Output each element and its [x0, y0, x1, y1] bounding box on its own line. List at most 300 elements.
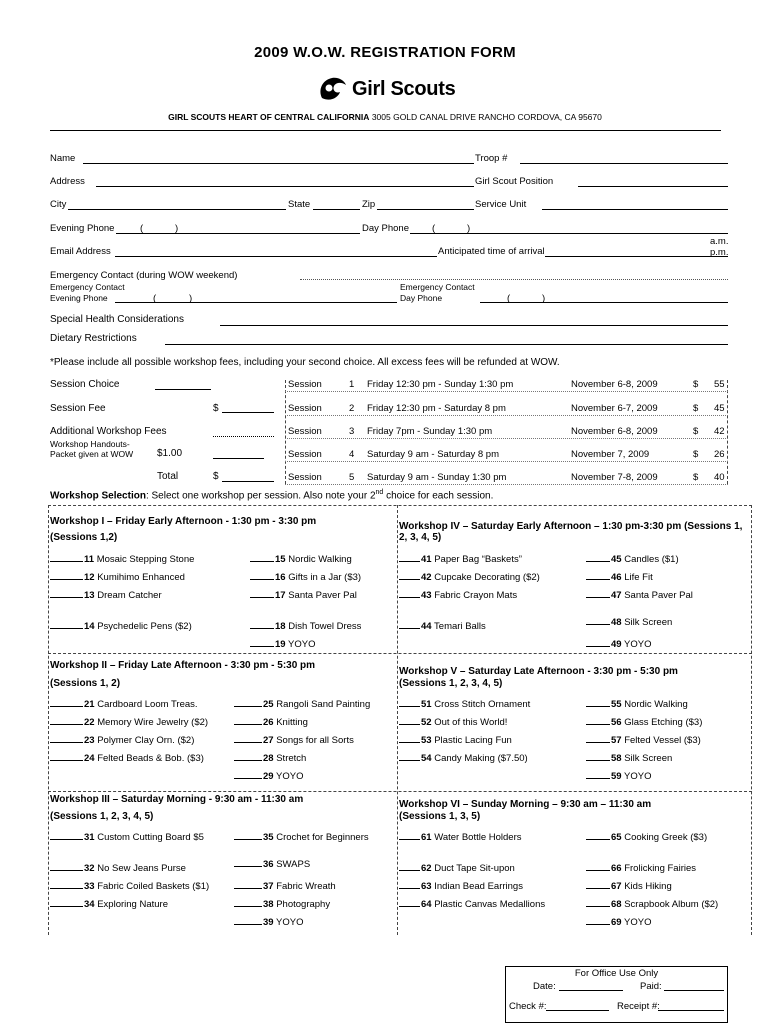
workshop-item[interactable] [586, 861, 696, 874]
workshop-title: Cross Stitch Ornament [434, 699, 531, 710]
session-label: Session [288, 426, 322, 437]
workshop-checkbox-line[interactable] [50, 588, 83, 598]
workshop-title: Indian Bead Earrings [434, 881, 523, 892]
workshop-title: Dish Towel Dress [288, 621, 362, 632]
ec-evening-label-1: Emergency Contact [50, 282, 125, 292]
session-currency: $ [693, 426, 699, 437]
workshop-number: 69 [611, 917, 622, 928]
workshop-number: 44 [421, 621, 432, 632]
workshop-title: Life Fit [624, 572, 653, 583]
workshop-item[interactable] [234, 733, 354, 746]
workshop-checkbox-line[interactable] [586, 879, 610, 889]
workshop-number: 43 [421, 590, 432, 601]
workshop-checkbox-line[interactable] [399, 697, 420, 707]
workshop-title: Paper Bag “Baskets” [434, 554, 522, 565]
office-title: For Office Use Only [574, 968, 659, 979]
workshop-checkbox-line[interactable] [250, 637, 274, 647]
grid-line [48, 505, 752, 506]
session-number: 1 [349, 379, 355, 390]
workshop-item[interactable] [50, 861, 186, 874]
session-label: Session [288, 403, 322, 414]
selection-sup: nd [375, 489, 384, 496]
workshop-checkbox-line[interactable] [50, 697, 83, 707]
grid-line [48, 505, 49, 935]
zip-field[interactable] [377, 209, 474, 210]
workshop-checkbox-line[interactable] [399, 830, 420, 840]
workshop-checkbox-line[interactable] [50, 861, 83, 871]
workshop-number: 17 [275, 590, 286, 601]
workshop-item[interactable] [586, 751, 672, 764]
session-label: Session [288, 379, 322, 390]
session-price: 42 [714, 426, 725, 437]
workshop-item[interactable] [399, 861, 515, 874]
ec-day-label-2: Day Phone [400, 293, 443, 303]
session-time: Friday 12:30 pm - Sunday 1:30 pm [367, 379, 514, 390]
workshop-checkbox-line[interactable] [586, 697, 610, 707]
workshop-title: YOYO [624, 917, 652, 928]
workshop-item[interactable] [50, 879, 209, 892]
workshop-title: Water Bottle Holders [434, 832, 522, 843]
workshop-item[interactable] [50, 570, 185, 583]
arrival-label: Anticipated time of arrival [438, 246, 545, 257]
state-field[interactable] [313, 209, 360, 210]
workshop-checkbox-line[interactable] [50, 570, 83, 580]
workshop-number: 47 [611, 590, 622, 601]
workshop-item[interactable] [234, 915, 304, 928]
workshop-title: YOYO [624, 771, 652, 782]
dietary-label: Dietary Restrictions [50, 333, 137, 344]
workshop-checkbox-line[interactable] [234, 857, 262, 867]
workshop-checkbox-line[interactable] [399, 552, 420, 562]
grid-line [48, 791, 752, 792]
workshop-item[interactable] [586, 615, 672, 628]
workshop-title: Songs for all Sorts [276, 735, 354, 746]
workshop-number: 32 [84, 863, 95, 874]
workshop-number: 24 [84, 753, 95, 764]
session-time: Saturday 9 am - Sunday 1:30 pm [367, 472, 507, 483]
workshop-checkbox-line[interactable] [586, 570, 610, 580]
paren-close: ) [189, 293, 193, 304]
workshop-title: Scrapbook Album ($2) [624, 899, 719, 910]
workshop-item[interactable] [50, 715, 208, 728]
position-label: Girl Scout Position [475, 176, 554, 187]
dietary-field[interactable] [165, 344, 728, 345]
workshop-checkbox-line[interactable] [586, 637, 610, 647]
workshop-number: 56 [611, 717, 622, 728]
day-phone-field[interactable] [410, 233, 728, 234]
session-fee-field[interactable] [222, 412, 274, 413]
workshop-title: Felted Beads & Bob. ($3) [97, 753, 204, 764]
logo-wordmark: Girl Scouts [352, 78, 456, 100]
session-dates: November 6-8, 2009 [571, 379, 658, 390]
session-price: 40 [714, 472, 725, 483]
workshop-item[interactable] [50, 588, 162, 601]
workshop-checkbox-line[interactable] [399, 751, 420, 761]
workshop-checkbox-line[interactable] [586, 830, 610, 840]
session-dates: November 7, 2009 [571, 449, 650, 460]
workshop-title: Memory Wire Jewelry ($2) [97, 717, 209, 728]
session-number: 5 [349, 472, 355, 483]
workshop-checkbox-line[interactable] [50, 619, 83, 629]
city-label: City [50, 199, 67, 210]
address-field[interactable] [96, 186, 474, 187]
additional-fees-field[interactable] [213, 436, 274, 437]
ec-day-label-1: Emergency Contact [400, 282, 475, 292]
workshop-checkbox-line[interactable] [399, 570, 420, 580]
workshop-item[interactable] [250, 588, 357, 601]
workshop-2-sessions: (Sessions 1, 2) [50, 678, 121, 689]
workshop-number: 29 [263, 771, 274, 782]
workshop-title: SWAPS [276, 859, 311, 870]
workshop-item[interactable] [399, 879, 523, 892]
workshop-title: Candles ($1) [624, 554, 679, 565]
workshop-selection-text [50, 489, 493, 501]
am-option[interactable]: a.m. [710, 236, 729, 247]
workshop-item[interactable] [586, 552, 679, 565]
session-choice-field[interactable] [155, 389, 211, 390]
workshop-item[interactable] [50, 619, 192, 632]
paren-close: ) [542, 293, 546, 304]
workshop-item[interactable] [399, 588, 517, 601]
workshop-item[interactable] [586, 697, 688, 710]
workshop-item[interactable] [50, 733, 194, 746]
workshop-title: Exploring Nature [97, 899, 168, 910]
workshop-number: 37 [263, 881, 274, 892]
workshop-item[interactable] [586, 733, 701, 746]
workshop-number: 14 [84, 621, 95, 632]
position-field[interactable] [578, 186, 728, 187]
workshop-title: Gifts in a Jar ($3) [288, 572, 362, 583]
workshop-title: Silk Screen [624, 753, 673, 764]
workshop-title: Rangoli Sand Painting [276, 699, 371, 710]
workshop-checkbox-line[interactable] [50, 879, 83, 889]
email-label: Email Address [50, 246, 111, 257]
session-row-divider [285, 484, 728, 485]
ec-day-phone-field[interactable] [480, 302, 728, 303]
session-row-divider [285, 391, 728, 392]
pm-option[interactable]: p.m. [710, 247, 729, 258]
session-time: Friday 12:30 pm - Saturday 8 pm [367, 403, 506, 414]
workshop-item[interactable] [586, 830, 707, 843]
workshop-title: Knitting [276, 717, 308, 728]
workshop-title: Fabric Coiled Baskets ($1) [97, 881, 210, 892]
council-address: 3005 GOLD CANAL DRIVE RANCHO CORDOVA, CA 95670 [371, 112, 602, 122]
workshop-title: Out of this World! [434, 717, 508, 728]
workshop-title: YOYO [288, 639, 316, 650]
workshop-checkbox-line[interactable] [234, 897, 262, 907]
service-unit-field[interactable] [542, 209, 728, 210]
workshop-checkbox-line[interactable] [234, 733, 262, 743]
zip-label: Zip [362, 199, 376, 210]
workshop-number: 15 [275, 554, 286, 565]
workshop-checkbox-line[interactable] [234, 769, 262, 779]
workshop-1-title: Workshop I – Friday Early Afternoon - 1:30 pm - 3:30 pm [50, 516, 317, 527]
workshop-title: Polymer Clay Orn. ($2) [97, 735, 195, 746]
workshop-number: 67 [611, 881, 622, 892]
workshop-title: No Sew Jeans Purse [97, 863, 186, 874]
workshop-title: Nordic Walking [288, 554, 352, 565]
selection-bold: Workshop Selection [50, 490, 146, 502]
workshop-5-sessions: (Sessions 1, 2, 3, 4, 5) [399, 678, 503, 689]
workshop-number: 49 [611, 639, 622, 650]
workshop-number: 51 [421, 699, 432, 710]
workshop-item[interactable] [586, 897, 718, 910]
workshop-number: 39 [263, 917, 274, 928]
session-label: Session [288, 472, 322, 483]
selection-text-a: : Select one workshop per session. Also note your 2 [145, 490, 376, 502]
office-receipt-field[interactable] [658, 1010, 724, 1011]
session-table-divider [285, 380, 286, 484]
workshop-item[interactable] [50, 897, 168, 910]
address-label: Address [50, 176, 85, 187]
workshop-checkbox-line[interactable] [586, 751, 610, 761]
workshop-number: 41 [421, 554, 432, 565]
workshop-item[interactable] [250, 552, 352, 565]
workshop-item[interactable] [50, 552, 194, 565]
session-number: 4 [349, 449, 355, 460]
fees-note: *Please include all possible workshop fees, including your second choice. All excess fees will be refunded at WOW. [50, 357, 560, 368]
workshop-title: YOYO [624, 639, 652, 650]
workshop-checkbox-line[interactable] [50, 552, 83, 562]
session-fee-label: Session Fee [50, 403, 106, 414]
workshop-item[interactable] [234, 857, 310, 870]
workshop-checkbox-line[interactable] [50, 897, 83, 907]
workshop-checkbox-line[interactable] [234, 751, 262, 761]
workshop-number: 57 [611, 735, 622, 746]
workshop-number: 48 [611, 617, 622, 628]
council-info [0, 112, 770, 122]
selection-text-b: choice for each session. [383, 490, 494, 502]
workshop-title: Kids Hiking [624, 881, 672, 892]
workshop-checkbox-line[interactable] [50, 733, 83, 743]
workshop-title: Cardboard Loom Treas. [97, 699, 198, 710]
workshop-item[interactable] [586, 769, 652, 782]
workshop-number: 35 [263, 832, 274, 843]
workshop-item[interactable] [234, 751, 306, 764]
workshop-number: 36 [263, 859, 274, 870]
session-dates: November 6-8, 2009 [571, 426, 658, 437]
workshop-item[interactable] [399, 733, 512, 746]
workshop-item[interactable] [50, 751, 204, 764]
handouts-field[interactable] [213, 458, 264, 459]
workshop-checkbox-line[interactable] [250, 570, 274, 580]
session-currency: $ [693, 472, 699, 483]
workshop-1-sessions: (Sessions 1,2) [50, 532, 118, 543]
workshop-checkbox-line[interactable] [234, 915, 262, 925]
workshop-number: 28 [263, 753, 274, 764]
office-date-label: Date: [533, 981, 556, 992]
workshop-title: Crochet for Beginners [276, 832, 369, 843]
handouts-label-2: Packet given at WOW [50, 449, 134, 459]
paren-close: ) [175, 223, 179, 234]
workshop-title: Cooking Greek ($3) [624, 832, 708, 843]
workshop-number: 33 [84, 881, 95, 892]
session-price: 45 [714, 403, 725, 414]
workshop-number: 66 [611, 863, 622, 874]
paren-open: ( [153, 293, 157, 304]
workshop-item[interactable] [250, 637, 316, 650]
workshop-item[interactable] [399, 715, 507, 728]
office-paid-field[interactable] [664, 990, 724, 991]
workshop-item[interactable] [399, 897, 545, 910]
workshop-item[interactable] [586, 915, 652, 928]
workshop-item[interactable] [50, 697, 198, 710]
workshop-item[interactable] [234, 769, 304, 782]
workshop-number: 31 [84, 832, 95, 843]
workshop-checkbox-line[interactable] [399, 861, 420, 871]
office-use-box [505, 966, 728, 1023]
workshop-item[interactable] [234, 897, 330, 910]
grid-line [751, 505, 752, 935]
workshop-title: Stretch [276, 753, 307, 764]
workshop-item[interactable] [586, 879, 672, 892]
workshop-item[interactable] [234, 715, 308, 728]
workshop-number: 55 [611, 699, 622, 710]
workshop-number: 68 [611, 899, 622, 910]
name-label: Name [50, 153, 76, 164]
workshop-item[interactable] [50, 830, 204, 843]
workshop-number: 53 [421, 735, 432, 746]
workshop-number: 23 [84, 735, 95, 746]
workshop-number: 52 [421, 717, 432, 728]
workshop-title: Cupcake Decorating ($2) [434, 572, 540, 583]
grid-line [397, 505, 398, 935]
workshop-checkbox-line[interactable] [50, 751, 83, 761]
workshop-number: 61 [421, 832, 432, 843]
workshop-item[interactable] [399, 619, 486, 632]
workshop-checkbox-line[interactable] [586, 733, 610, 743]
workshop-checkbox-line[interactable] [399, 588, 420, 598]
workshop-checkbox-line[interactable] [399, 897, 420, 907]
workshop-number: 26 [263, 717, 274, 728]
health-label: Special Health Considerations [50, 314, 184, 325]
trefoil-icon [316, 72, 352, 104]
workshop-checkbox-line[interactable] [50, 715, 83, 725]
troop-field[interactable] [520, 163, 728, 164]
workshop-title: Fabric Crayon Mats [434, 590, 518, 601]
workshop-item[interactable] [399, 697, 530, 710]
dollar-sign: $ [213, 471, 219, 482]
emergency-field[interactable] [300, 279, 728, 280]
workshop-checkbox-line[interactable] [586, 615, 610, 625]
session-time: Saturday 9 am - Saturday 8 pm [367, 449, 500, 460]
workshop-number: 59 [611, 771, 622, 782]
workshop-checkbox-line[interactable] [399, 619, 420, 629]
evening-phone-label: Evening Phone [50, 223, 115, 234]
workshop-item[interactable] [399, 552, 522, 565]
workshop-checkbox-line[interactable] [586, 769, 610, 779]
workshop-item[interactable] [586, 715, 702, 728]
workshop-checkbox-line[interactable] [250, 552, 274, 562]
health-field[interactable] [220, 325, 728, 326]
workshop-checkbox-line[interactable] [586, 715, 610, 725]
workshop-checkbox-line[interactable] [234, 830, 262, 840]
workshop-item[interactable] [234, 830, 369, 843]
workshop-checkbox-line[interactable] [250, 588, 274, 598]
council-name: GIRL SCOUTS HEART OF CENTRAL CALIFORNIA [168, 112, 370, 122]
troop-label: Troop # [475, 153, 508, 164]
workshop-item[interactable] [234, 697, 370, 710]
workshop-item[interactable] [399, 830, 522, 843]
paren-open: ( [432, 223, 436, 234]
workshop-2-title: Workshop II – Friday Late Afternoon - 3:30 pm - 5:30 pm [50, 660, 316, 671]
workshop-5-title: Workshop V – Saturday Late Afternoon - 3:30 pm - 5:30 pm [399, 666, 678, 677]
workshop-number: 63 [421, 881, 432, 892]
workshop-checkbox-line[interactable] [586, 915, 610, 925]
workshop-number: 46 [611, 572, 622, 583]
workshop-checkbox-line[interactable] [586, 552, 610, 562]
session-price: 55 [714, 379, 725, 390]
workshop-checkbox-line[interactable] [399, 733, 420, 743]
workshop-number: 12 [84, 572, 95, 583]
name-field[interactable] [83, 163, 474, 164]
session-dates: November 7-8, 2009 [571, 472, 658, 483]
workshop-number: 19 [275, 639, 286, 650]
ec-evening-phone-field[interactable] [115, 302, 397, 303]
evening-phone-field[interactable] [116, 233, 360, 234]
workshop-item[interactable] [399, 570, 540, 583]
workshop-number: 22 [84, 717, 95, 728]
workshop-item[interactable] [250, 619, 361, 632]
handouts-price: $1.00 [157, 448, 183, 459]
email-field[interactable] [115, 256, 437, 257]
workshop-checkbox-line[interactable] [399, 715, 420, 725]
workshop-checkbox-line[interactable] [234, 879, 262, 889]
workshop-item[interactable] [234, 879, 336, 892]
workshop-number: 42 [421, 572, 432, 583]
workshop-checkbox-line[interactable] [586, 861, 610, 871]
workshop-number: 16 [275, 572, 286, 583]
office-date-field[interactable] [559, 990, 623, 991]
workshop-checkbox-line[interactable] [250, 619, 274, 629]
workshop-checkbox-line[interactable] [586, 897, 610, 907]
workshop-4-title: Workshop IV – Saturday Early Afternoon – 1:30 pm-3:30 pm (Sessions 1, [399, 521, 743, 532]
workshop-item[interactable] [586, 588, 693, 601]
workshop-title: Silk Screen [624, 617, 673, 628]
workshop-title: Santa Paver Pal [624, 590, 693, 601]
total-field[interactable] [222, 481, 274, 482]
workshop-title: Photography [276, 899, 331, 910]
handouts-label-1: Workshop Handouts- [50, 439, 130, 449]
city-field[interactable] [68, 209, 286, 210]
total-label: Total [157, 471, 179, 482]
workshop-checkbox-line[interactable] [50, 830, 83, 840]
state-label: State [288, 199, 311, 210]
day-phone-label: Day Phone [362, 223, 410, 234]
session-currency: $ [693, 449, 699, 460]
workshop-number: 38 [263, 899, 274, 910]
workshop-number: 62 [421, 863, 432, 874]
arrival-field[interactable] [545, 256, 728, 257]
workshop-checkbox-line[interactable] [234, 697, 262, 707]
workshop-title: Santa Paver Pal [288, 590, 357, 601]
workshop-item[interactable] [586, 637, 652, 650]
workshop-title: Temari Balls [434, 621, 486, 632]
workshop-number: 11 [84, 554, 95, 565]
workshop-item[interactable] [250, 570, 361, 583]
workshop-title: Mosaic Stepping Stone [96, 554, 195, 565]
workshop-item[interactable] [399, 751, 528, 764]
workshop-checkbox-line[interactable] [234, 715, 262, 725]
workshop-checkbox-line[interactable] [399, 879, 420, 889]
workshop-number: 21 [84, 699, 95, 710]
workshop-item[interactable] [586, 570, 653, 583]
session-row-divider [285, 461, 728, 462]
page-title: 2009 W.O.W. REGISTRATION FORM [254, 44, 516, 61]
workshop-checkbox-line[interactable] [586, 588, 610, 598]
office-check-field[interactable] [546, 1010, 609, 1011]
workshop-title: Dream Catcher [97, 590, 162, 601]
